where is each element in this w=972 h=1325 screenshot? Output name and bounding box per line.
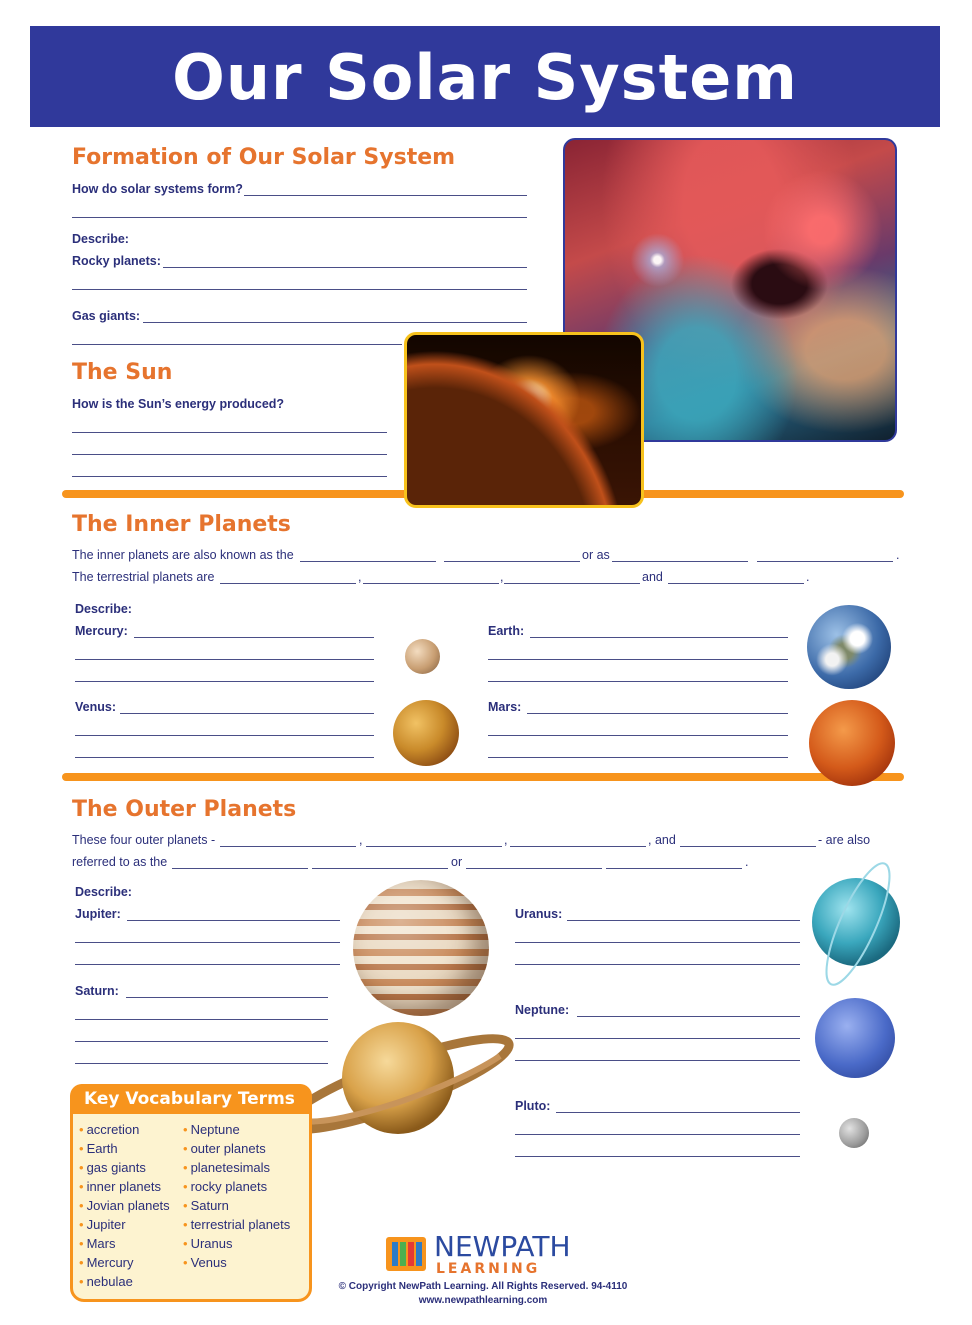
- vocabulary-term: • Jovian planets: [79, 1196, 170, 1215]
- describe-label: Describe:: [72, 232, 129, 246]
- outer-planets-heading: The Outer Planets: [72, 797, 297, 822]
- answer-line[interactable]: [172, 868, 308, 869]
- and-text: and: [642, 570, 663, 584]
- answer-line[interactable]: [72, 217, 527, 218]
- page-title: Our Solar System: [172, 41, 798, 114]
- answer-line[interactable]: [488, 681, 788, 682]
- answer-line[interactable]: [527, 713, 788, 714]
- answer-line[interactable]: [757, 561, 893, 562]
- inner-planets-heading: The Inner Planets: [72, 512, 291, 537]
- describe-label: Describe:: [75, 602, 132, 616]
- pluto-label: Pluto:: [515, 1099, 551, 1113]
- mercury-image: [405, 639, 440, 674]
- logo-wordmark: [434, 1232, 571, 1262]
- answer-line[interactable]: [567, 920, 800, 921]
- venus-label: Venus:: [75, 700, 116, 714]
- answer-line[interactable]: [488, 659, 788, 660]
- comma: ,: [358, 570, 362, 584]
- rocky-planets-label: Rocky planets:: [72, 254, 161, 268]
- answer-line[interactable]: [126, 997, 328, 998]
- vocabulary-term: • inner planets: [79, 1177, 170, 1196]
- or-text: or: [451, 855, 463, 869]
- vocabulary-term: • Venus: [183, 1253, 290, 1272]
- jupiter-label: Jupiter:: [75, 907, 121, 921]
- uranus-label: Uranus:: [515, 907, 563, 921]
- saturn-image: [282, 1020, 514, 1142]
- answer-line[interactable]: [220, 583, 356, 584]
- inner-sentence-1: The inner planets are also known as the: [72, 548, 294, 562]
- vocabulary-term: • outer planets: [183, 1139, 290, 1158]
- logo-path: PATH: [500, 1230, 571, 1263]
- section-divider: [62, 773, 904, 781]
- logo-learning: LEARNING: [436, 1261, 541, 1277]
- vocabulary-term: • rocky planets: [183, 1177, 290, 1196]
- answer-line[interactable]: [163, 267, 527, 268]
- answer-line[interactable]: [363, 583, 499, 584]
- answer-line[interactable]: [510, 846, 646, 847]
- mercury-label: Mercury:: [75, 624, 128, 638]
- answer-line[interactable]: [75, 735, 374, 736]
- venus-image: [393, 700, 459, 766]
- answer-line[interactable]: [75, 942, 340, 943]
- gas-giants-label: Gas giants:: [72, 309, 141, 323]
- inner-period: .: [806, 570, 810, 584]
- uranus-image: [812, 858, 904, 990]
- answer-line[interactable]: [515, 942, 800, 943]
- inner-period: .: [896, 548, 900, 562]
- answer-line[interactable]: [668, 583, 804, 584]
- and-text: , and: [648, 833, 676, 847]
- answer-line[interactable]: [72, 289, 527, 290]
- outer-sentence-2: referred to as the: [72, 855, 168, 869]
- answer-line[interactable]: [244, 195, 527, 196]
- answer-line[interactable]: [504, 583, 640, 584]
- vocabulary-term: • Earth: [79, 1139, 170, 1158]
- answer-line[interactable]: [466, 868, 602, 869]
- logo-new: NEW: [434, 1230, 501, 1263]
- pluto-image: [839, 1118, 869, 1148]
- outer-sentence-1: These four outer planets -: [72, 833, 216, 847]
- mars-image: [809, 700, 895, 786]
- answer-line[interactable]: [530, 637, 788, 638]
- answer-line[interactable]: [220, 846, 356, 847]
- answer-line[interactable]: [444, 561, 580, 562]
- answer-line[interactable]: [75, 964, 340, 965]
- answer-line[interactable]: [72, 454, 387, 455]
- answer-line[interactable]: [127, 920, 340, 921]
- answer-line[interactable]: [515, 1156, 800, 1157]
- neptune-image: [815, 998, 895, 1078]
- answer-line[interactable]: [72, 432, 387, 433]
- answer-line[interactable]: [680, 846, 816, 847]
- sun-heading: The Sun: [72, 360, 173, 385]
- answer-line[interactable]: [75, 659, 374, 660]
- vocabulary-term: • accretion: [79, 1120, 170, 1139]
- answer-line[interactable]: [300, 561, 436, 562]
- vocabulary-column-2: [183, 1120, 290, 1272]
- answer-line[interactable]: [72, 476, 387, 477]
- answer-line[interactable]: [312, 868, 448, 869]
- answer-line[interactable]: [515, 964, 800, 965]
- vocabulary-term: • gas giants: [79, 1158, 170, 1177]
- outer-period: .: [745, 855, 749, 869]
- answer-line[interactable]: [577, 1016, 800, 1017]
- neptune-label: Neptune:: [515, 1003, 570, 1017]
- answer-line[interactable]: [75, 681, 374, 682]
- answer-line[interactable]: [120, 713, 374, 714]
- answer-line[interactable]: [612, 561, 748, 562]
- sun-photo: [404, 332, 644, 508]
- vocabulary-term: • terrestrial planets: [183, 1215, 290, 1234]
- newpath-logo-icon: [384, 1233, 432, 1275]
- vocabulary-term: • Jupiter: [79, 1215, 170, 1234]
- answer-line[interactable]: [556, 1112, 800, 1113]
- answer-line[interactable]: [515, 1060, 800, 1061]
- answer-line[interactable]: [515, 1134, 800, 1135]
- inner-sentence-2: The terrestrial planets are: [72, 570, 215, 584]
- vocabulary-term: • planetesimals: [183, 1158, 290, 1177]
- earth-label: Earth:: [488, 624, 525, 638]
- vocabulary-heading: Key Vocabulary Terms: [70, 1084, 312, 1114]
- earth-image: [807, 605, 891, 689]
- vocabulary-term: • nebulae: [79, 1272, 170, 1291]
- are-also-text: - are also: [818, 833, 871, 847]
- formation-heading: Formation of Our Solar System: [72, 145, 456, 170]
- vocabulary-term: • Saturn: [183, 1196, 290, 1215]
- copyright-text: © Copyright NewPath Learning. All Rights Reserved. 94-4110: [338, 1281, 628, 1292]
- formation-question: How do solar systems form?: [72, 182, 243, 196]
- answer-line[interactable]: [143, 322, 527, 323]
- mars-label: Mars:: [488, 700, 522, 714]
- answer-line[interactable]: [72, 344, 402, 345]
- comma: ,: [504, 833, 508, 847]
- comma: ,: [500, 570, 504, 584]
- answer-line[interactable]: [366, 846, 502, 847]
- vocabulary-term: • Mars: [79, 1234, 170, 1253]
- vocabulary-column-1: [79, 1120, 170, 1291]
- jupiter-image: [353, 880, 489, 1016]
- answer-line[interactable]: [606, 868, 742, 869]
- website-url[interactable]: www.newpathlearning.com: [418, 1295, 548, 1306]
- answer-line[interactable]: [134, 637, 374, 638]
- comma: ,: [359, 833, 363, 847]
- vocabulary-term: • Neptune: [183, 1120, 290, 1139]
- answer-line[interactable]: [488, 735, 788, 736]
- sun-question: How is the Sun’s energy produced?: [72, 397, 285, 411]
- answer-line[interactable]: [75, 757, 374, 758]
- answer-line[interactable]: [488, 757, 788, 758]
- saturn-label: Saturn:: [75, 984, 119, 998]
- describe-label: Describe:: [75, 885, 132, 899]
- vocabulary-term: • Mercury: [79, 1253, 170, 1272]
- inner-or-as: or as: [582, 548, 610, 562]
- answer-line[interactable]: [515, 1038, 800, 1039]
- vocabulary-term: • Uranus: [183, 1234, 290, 1253]
